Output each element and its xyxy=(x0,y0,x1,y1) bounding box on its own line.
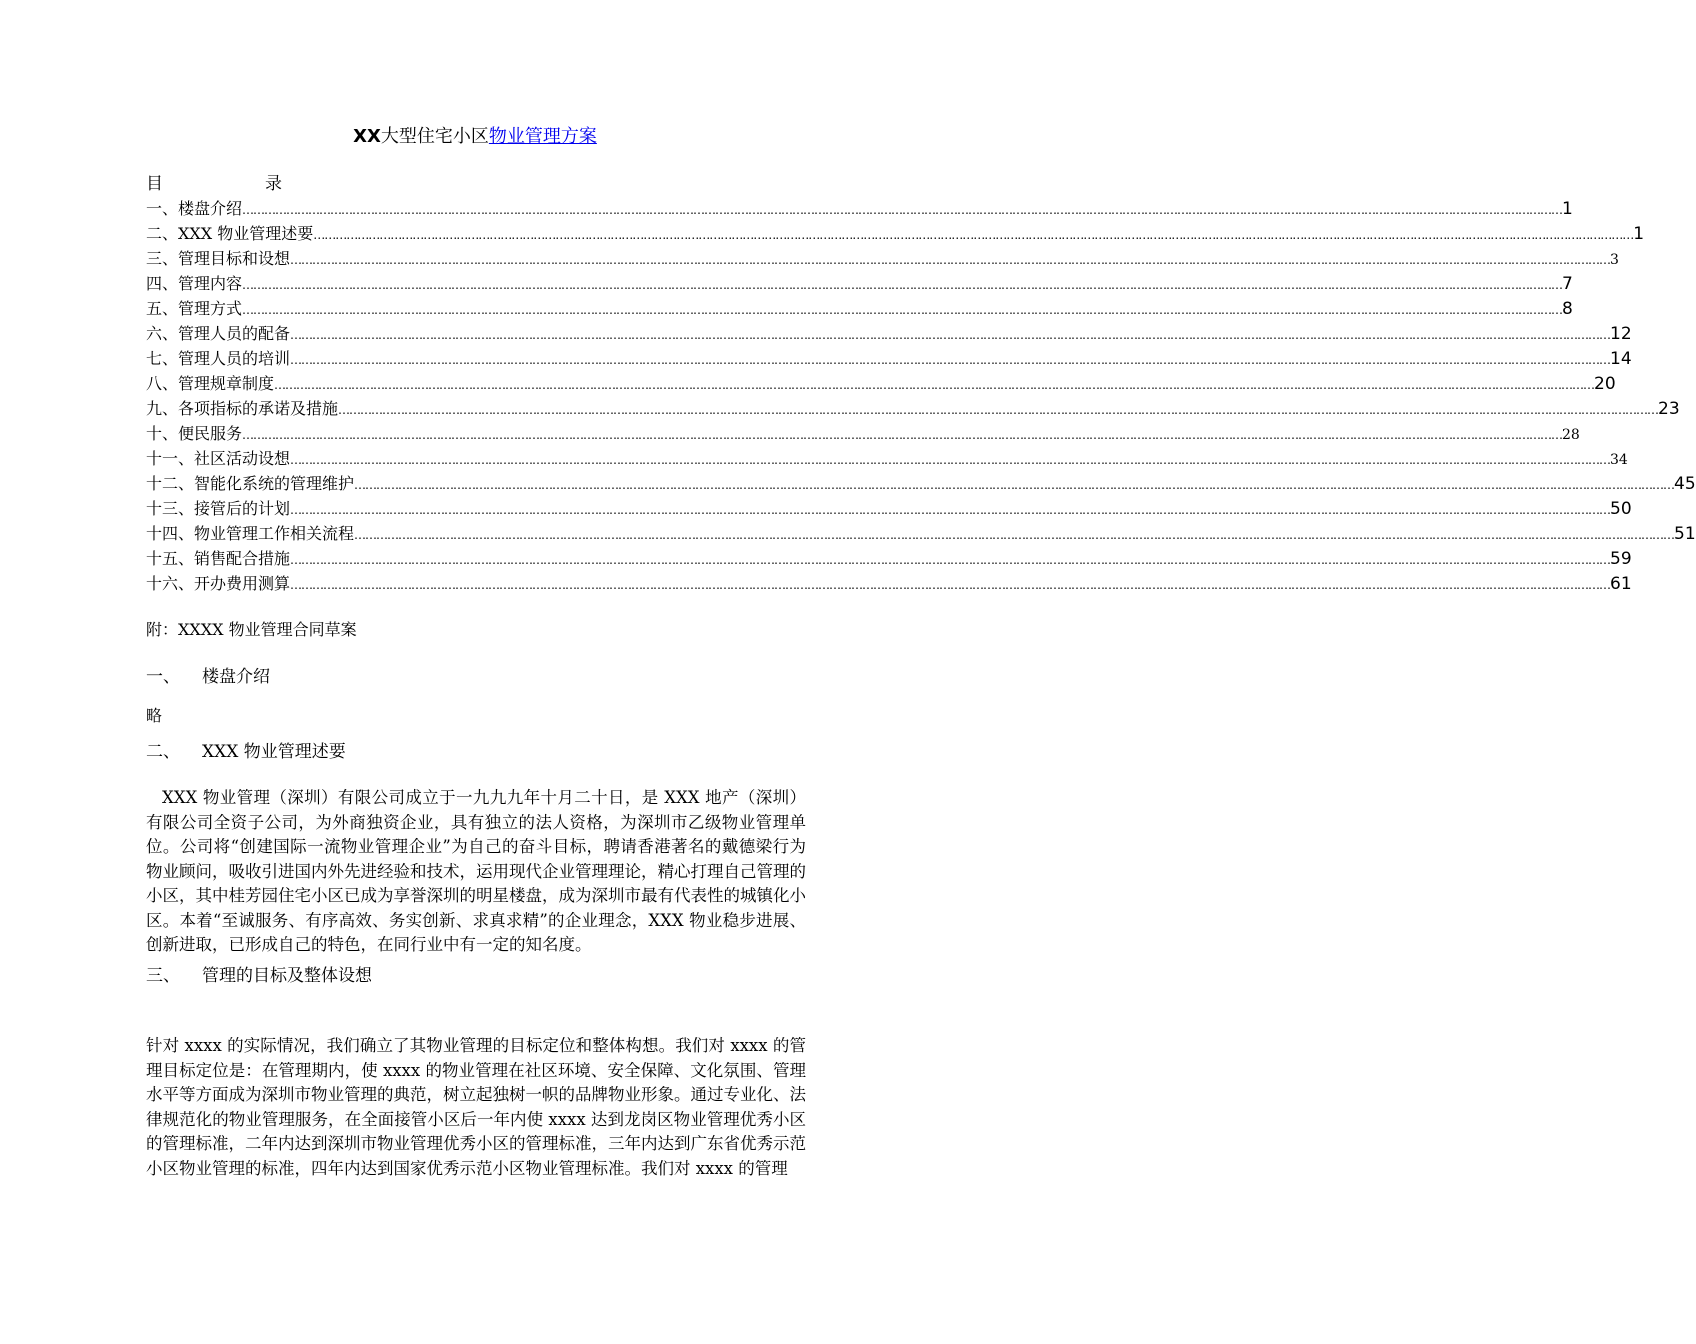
toc-entry-label: 十、便民服务 xyxy=(146,424,243,443)
toc-entry[interactable] xyxy=(146,471,1696,496)
toc-dot-leader: ……………………………………………………………………………………………………………………………………………………………………………………………………………………………………………………………………………………………………………………………… xyxy=(290,503,1611,517)
section-title: XXX 物业管理述要 xyxy=(202,742,346,762)
section-body-1: 略 xyxy=(146,706,163,725)
toc-entry-label: 五、管理方式 xyxy=(146,299,243,318)
section-title: 楼盘介绍 xyxy=(202,667,270,687)
toc-heading xyxy=(146,172,282,196)
section-body-3: 针对 xxxx 的实际情况，我们确立了其物业管理的目标定位和整体构想。我们对 xxxx 的管理目标定位是：在管理期内，使 xxxx 的物业管理在社区环境、安全保障、文化氛围、管理水平等方面成为深圳市物业管理的典范，树立起独树一帜的品牌物业形象。通过专业化、法律规范化的物业管理服务，在全面接管小区后一年内使 xxxx 达到龙岗区物业管理优秀小区的管理标准，二年内达到深圳市物业管理优秀小区的管理标准，三年内达到广东省优秀示范小区物业管理的标准，四年内达到国家优秀示范小区物业管理标准。我们对 xxxx 的管理 xyxy=(146,1036,806,1178)
toc-dot-leader: ……………………………………………………………………………………………………………………………………………………………………………………………………………………………………………………………………………………………………………………………… xyxy=(338,403,1659,417)
section-number: 二、 xyxy=(146,742,180,762)
toc-entry[interactable] xyxy=(146,371,1616,396)
toc-entry-label: 十一、社区活动设想 xyxy=(146,449,291,468)
toc-entry[interactable] xyxy=(146,296,1573,321)
toc-entry[interactable] xyxy=(146,546,1632,571)
toc-entry[interactable] xyxy=(146,571,1632,596)
toc-entry[interactable] xyxy=(146,221,1645,246)
toc-entry-label: 十六、开办费用测算 xyxy=(146,574,291,593)
toc-dot-leader: ……………………………………………………………………………………………………………………………………………………………………………………………………………………………………………………………………………………………………………………………… xyxy=(242,278,1563,292)
toc-dot-leader: ……………………………………………………………………………………………………………………………………………………………………………………………………………………………………………………………………………………………………………………………… xyxy=(242,203,1563,217)
toc-heading-right: 录 xyxy=(265,174,282,194)
toc-appendix: 附：XXXX 物业管理合同草案 xyxy=(146,620,357,639)
toc-entry-page: 59 xyxy=(1610,549,1632,569)
toc-dot-leader: ……………………………………………………………………………………………………………………………………………………………………………………………………………………………………………………………………………………………………………………………… xyxy=(242,428,1563,442)
toc-entry-page: 51 xyxy=(1674,524,1696,544)
toc-entry[interactable] xyxy=(146,246,1619,271)
title-text: 大型住宅小区 xyxy=(380,126,489,147)
toc-entry-label: 六、管理人员的配备 xyxy=(146,324,291,343)
table-of-contents xyxy=(146,196,1696,596)
toc-entry-label: 十五、销售配合措施 xyxy=(146,549,291,568)
section-body-2: XXX 物业管理（深圳）有限公司成立于一九九九年十月二十日，是 XXX 地产（深圳）有限公司全资子公司，为外商独资企业，具有独立的法人资格，为深圳市乙级物业管理单位。公司将“创建国际一流物业管理企业”为自己的奋斗目标，聘请香港著名的戴德梁行为物业顾问，吸收引进国内外先进经验和技术，运用现代企业管理理论，精心打理自己管理的小区，其中桂芳园住宅小区已成为享誉深圳的明星楼盘，成为深圳市最有代表性的城镇化小区。本着“至诚服务、有序高效、务实创新、求真求精”的企业理念，XXX 物业稳步进展、创新进取，已形成自己的特色，在同行业中有一定的知名度。 xyxy=(146,788,806,954)
toc-entry-label: 九、各项指标的承诺及措施 xyxy=(146,399,339,418)
toc-entry-page: 28 xyxy=(1562,427,1580,443)
toc-dot-leader: ……………………………………………………………………………………………………………………………………………………………………………………………………………………………………………………………………………………………………………………………… xyxy=(354,478,1675,492)
toc-dot-leader: ……………………………………………………………………………………………………………………………………………………………………………………………………………………………………………………………………………………………………………………………… xyxy=(290,553,1611,567)
document-title xyxy=(0,124,950,150)
toc-entry-page: 8 xyxy=(1562,299,1573,319)
toc-entry-page: 45 xyxy=(1674,474,1696,494)
toc-entry-page: 1 xyxy=(1562,199,1573,219)
toc-entry-page: 14 xyxy=(1610,349,1632,369)
toc-dot-leader: ……………………………………………………………………………………………………………………………………………………………………………………………………………………………………………………………………………………………………………………………… xyxy=(242,303,1563,317)
toc-entry[interactable] xyxy=(146,346,1632,371)
toc-entry-label: 十二、智能化系统的管理维护 xyxy=(146,474,355,493)
toc-entry[interactable] xyxy=(146,196,1573,221)
toc-entry-page: 61 xyxy=(1610,574,1632,594)
toc-entry[interactable] xyxy=(146,496,1632,521)
toc-entry-label: 七、管理人员的培训 xyxy=(146,349,291,368)
toc-entry-label: 八、管理规章制度 xyxy=(146,374,275,393)
toc-entry-label: 三、管理目标和设想 xyxy=(146,249,291,268)
section-number: 三、 xyxy=(146,966,180,986)
toc-entry[interactable] xyxy=(146,421,1580,446)
toc-entry[interactable] xyxy=(146,521,1696,546)
toc-dot-leader: ……………………………………………………………………………………………………………………………………………………………………………………………………………………………………………………………………………………………………………………………… xyxy=(290,353,1611,367)
toc-entry-label: 四、管理内容 xyxy=(146,274,243,293)
section-title: 管理的目标及整体设想 xyxy=(202,966,372,986)
toc-dot-leader: ……………………………………………………………………………………………………………………………………………………………………………………………………………………………………………………………………………………………………………………………… xyxy=(290,253,1611,267)
toc-entry[interactable] xyxy=(146,396,1680,421)
toc-entry[interactable] xyxy=(146,271,1573,296)
toc-dot-leader: ……………………………………………………………………………………………………………………………………………………………………………………………………………………………………………………………………………………………………………………………… xyxy=(290,453,1611,467)
toc-heading-left: 目 xyxy=(146,174,163,194)
toc-entry-label: 十三、接管后的计划 xyxy=(146,499,291,518)
toc-entry[interactable] xyxy=(146,321,1632,346)
toc-entry-label: 十四、物业管理工作相关流程 xyxy=(146,524,355,543)
title-prefix: XX xyxy=(353,126,381,147)
toc-entry[interactable] xyxy=(146,446,1628,471)
section-heading-2 xyxy=(146,740,346,764)
toc-entry-label: 一、楼盘介绍 xyxy=(146,199,243,218)
toc-entry-label: 二、XXX 物业管理述要 xyxy=(146,224,314,243)
toc-entry-page: 7 xyxy=(1562,274,1573,294)
toc-entry-page: 20 xyxy=(1594,374,1616,394)
section-heading-1 xyxy=(146,665,270,689)
toc-dot-leader: ……………………………………………………………………………………………………………………………………………………………………………………………………………………………………………………………………………………………………………………………… xyxy=(354,528,1675,542)
section-number: 一、 xyxy=(146,667,180,687)
title-link[interactable]: 物业管理方案 xyxy=(488,126,597,147)
section-heading-3 xyxy=(146,964,372,988)
toc-dot-leader: ……………………………………………………………………………………………………………………………………………………………………………………………………………………………………………………………………………………………………………………………… xyxy=(290,578,1611,592)
toc-entry-page: 23 xyxy=(1658,399,1680,419)
toc-entry-page: 12 xyxy=(1610,324,1632,344)
toc-entry-page: 50 xyxy=(1610,499,1632,519)
toc-entry-page: 3 xyxy=(1610,252,1619,268)
toc-dot-leader: ……………………………………………………………………………………………………………………………………………………………………………………………………………………………………………………………………………………………………………………………… xyxy=(274,378,1595,392)
toc-entry-page: 34 xyxy=(1610,452,1628,468)
toc-dot-leader: ……………………………………………………………………………………………………………………………………………………………………………………………………………………………………………………………………………………………………………………………… xyxy=(290,328,1611,342)
toc-dot-leader: ……………………………………………………………………………………………………………………………………………………………………………………………………………………………………………………………………………………………………………………………… xyxy=(313,228,1634,242)
toc-entry-page: 1 xyxy=(1633,224,1645,244)
